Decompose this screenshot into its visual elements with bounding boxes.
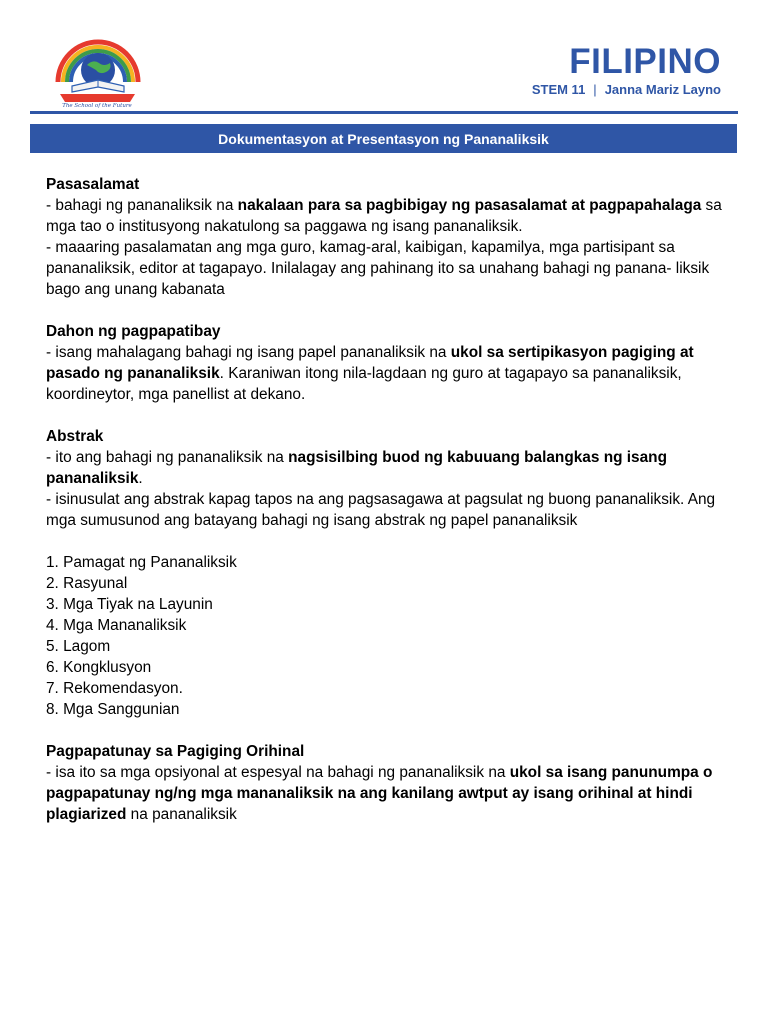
section-abstrak	[46, 426, 736, 531]
author-line	[532, 82, 721, 97]
text-run: - isa ito sa mga opsiyonal at espesyal na bahagi ng pananaliksik na	[46, 764, 510, 781]
paragraph	[46, 195, 736, 237]
page-header	[0, 0, 768, 125]
subject-title: FILIPINO	[569, 42, 721, 81]
paragraph	[46, 342, 736, 405]
bold-text-run: ukol sa isang panunumpa o pagpapatunay ng/ng mga mananaliksik na ang kanilang awtput ay isang orihinal at hindi plagiarized	[46, 764, 713, 823]
paragraph: - maaaring pasalamatan ang mga guro, kamag-aral, kaibigan, kapamilya, mga partisipant sa pananaliksik, editor at tagapayo. Inilalagay ang pahinang ito sa unahang bahagi ng panana- liksik bago ang unang kabanata	[46, 239, 710, 298]
banner-title: Dokumentasyon at Presentasyon ng Pananaliksik	[218, 130, 549, 147]
bold-text-run: nakalaan para sa pagbibigay ng pasasalamat at pagpapahalaga	[237, 197, 702, 214]
text-run: .	[138, 470, 143, 487]
text-run: sa mga tao o institusyong nakatulong sa paggawa ng isang pananaliksik.	[46, 197, 722, 235]
topic-banner	[30, 124, 737, 153]
abstract-parts-list	[46, 552, 736, 720]
bold-text-run: nagsisilbing buod ng kabuuang balangkas ng isang pananaliksik	[46, 449, 667, 487]
text-run: - isang mahalagang bahagi ng isang papel pananaliksik na	[46, 344, 451, 361]
list-item: 7. Rekomendasyon.	[46, 680, 183, 697]
list-item: 6. Kongklusyon	[46, 659, 152, 676]
school-logo	[50, 30, 145, 108]
section-heading: Abstrak	[46, 428, 104, 445]
section-dahon-ng-pagpapatibay	[46, 321, 736, 405]
paragraph	[46, 447, 736, 489]
paragraph: - isinusulat ang abstrak kapag tapos na ang pagsasagawa at pagsulat ng buong pananaliksik. Ang mga sumusunod ang batayang bahagi ng isang abstrak ng papel pananaliksik	[46, 491, 716, 529]
list-item: 4. Mga Mananaliksik	[46, 617, 187, 634]
list-item: 2. Rasyunal	[46, 575, 128, 592]
text-run: . Karaniwan itong nila-lagdaan ng guro at tagapayo sa pananaliksik, koordineytor, mga panellist at dekano.	[46, 365, 682, 403]
list-item: 3. Mga Tiyak na Layunin	[46, 596, 213, 613]
section-heading: Dahon ng pagpapatibay	[46, 323, 221, 340]
section-heading: Pasasalamat	[46, 176, 140, 193]
bold-text-run: ukol sa sertipikasyon pagiging at pasado ng pananaliksik	[46, 344, 694, 382]
document-body	[46, 174, 736, 846]
section-heading: Pagpapatunay sa Pagiging Orihinal	[46, 743, 305, 760]
list-item: 8. Mga Sanggunian	[46, 701, 180, 718]
text-run: - ito ang bahagi ng pananaliksik na	[46, 449, 289, 466]
author-name: Janna Mariz Layno	[604, 82, 721, 97]
text-run: - bahagi ng pananaliksik na	[46, 197, 238, 214]
list-item: 1. Pamagat ng Pananaliksik	[46, 554, 237, 571]
list-item: 5. Lagom	[46, 638, 111, 655]
strand-label: STEM 11	[531, 82, 586, 97]
section-pagpapatunay	[46, 741, 736, 825]
text-run: na pananaliksik	[126, 806, 237, 823]
header-rule	[30, 111, 738, 114]
svg-text:The School of the Future: The School of the Future	[62, 103, 132, 108]
separator: |	[593, 82, 597, 97]
section-pasasalamat	[46, 174, 736, 300]
paragraph	[46, 762, 736, 825]
